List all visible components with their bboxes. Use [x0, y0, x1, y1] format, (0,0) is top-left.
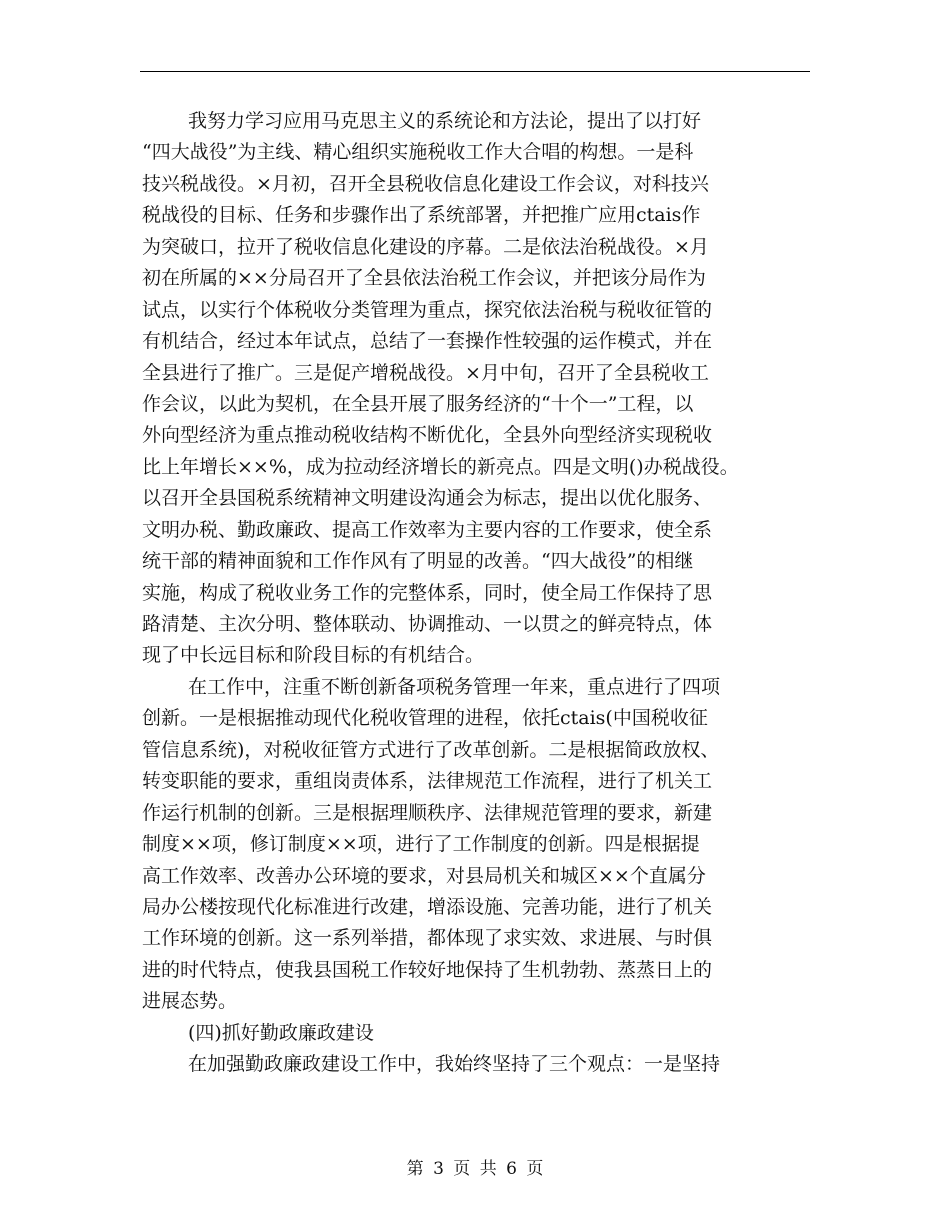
text-line: 在加强勤政廉政建设工作中，我始终坚持了三个观点：一是坚持	[188, 1053, 721, 1076]
text-line: 进的时代特点，使我县国税工作较好地保持了生机勃勃、蒸蒸日上的	[142, 958, 713, 981]
text-line: 统干部的精神面貌和工作作风有了明显的改善。“四大战役”的相继	[142, 550, 694, 573]
text-line: 全县进行了推广。三是促产增税战役。×月中旬，召开了全县税收工	[142, 361, 709, 384]
text-line: 以召开全县国税系统精神文明建设沟通会为标志，提出以优化服务、	[142, 487, 713, 510]
text-line: 作会议，以此为契机，在全县开展了服务经济的“十个一”工程，以	[142, 392, 694, 415]
text-line: 创新。一是根据推动现代化税收管理的进程，依托ctais(中国税收征	[142, 707, 708, 730]
text-line: 局办公楼按现代化标准进行改建，增添设施、完善功能，进行了机关	[142, 895, 713, 918]
text-line: “四大战役”为主线、精心组织实施税收工作大合唱的构想。一是科	[142, 141, 694, 164]
text-line: 初在所属的××分局召开了全县依法治税工作会议，并把该分局作为	[142, 267, 706, 290]
header-rule	[140, 71, 810, 72]
text-line: 管信息系统)，对税收征管方式进行了改革创新。二是根据简政放权、	[142, 738, 720, 761]
text-line: 税战役的目标、任务和步骤作出了系统部署，并把推广应用ctais作	[142, 204, 701, 227]
text-line: 比上年增长××%，成为拉动经济增长的新亮点。四是文明()办税战役。	[142, 455, 739, 478]
text-line: 进展态势。	[142, 990, 238, 1013]
text-line: 制度××项，修订制度××项，进行了工作制度的创新。四是根据提	[142, 833, 700, 856]
text-line: 为突破口，拉开了税收信息化建设的序幕。二是依法治税战役。×月	[142, 235, 709, 258]
text-line: 工作环境的创新。这一系列举措，都体现了求实效、求进展、与时俱	[142, 927, 713, 950]
text-line: 技兴税战役。×月初，召开全县税收信息化建设工作会议，对科技兴	[142, 172, 709, 195]
text-line: 试点，以实行个体税收分类管理为重点，探究依法治税与税收征管的	[142, 298, 713, 321]
text-line: 作运行机制的创新。三是根据理顺秩序、法律规范管理的要求，新建	[142, 801, 713, 824]
page-footer: 第 3 页 共 6 页	[406, 1159, 544, 1179]
text-line: 有机结合，经过本年试点，总结了一套操作性较强的运作模式，并在	[142, 330, 713, 353]
text-line: 转变职能的要求，重组岗责体系，法律规范工作流程，进行了机关工	[142, 770, 713, 793]
text-line: 外向型经济为重点推动税收结构不断优化，全县外向型经济实现税收	[142, 424, 713, 447]
text-line: 我努力学习应用马克思主义的系统论和方法论，提出了以打好	[188, 110, 702, 132]
text-line: 高工作效率、改善办公环境的要求，对县局机关和城区××个直属分	[142, 864, 706, 887]
text-line: 现了中长远目标和阶段目标的有机结合。	[142, 644, 485, 667]
text-line: (四)抓好勤政廉政建设	[188, 1021, 374, 1044]
body-text	[142, 106, 822, 1081]
text-line: 路清楚、主次分明、整体联动、协调推动、一以贯之的鲜亮特点，体	[142, 613, 713, 635]
text-line: 在工作中，注重不断创新备项税务管理一年来，重点进行了四项	[188, 675, 721, 698]
text-line: 文明办税、勤政廉政、提高工作效率为主要内容的工作要求，使全系	[142, 518, 713, 541]
text-line: 实施，构成了税收业务工作的完整体系，同时，使全局工作保持了思	[142, 581, 713, 604]
